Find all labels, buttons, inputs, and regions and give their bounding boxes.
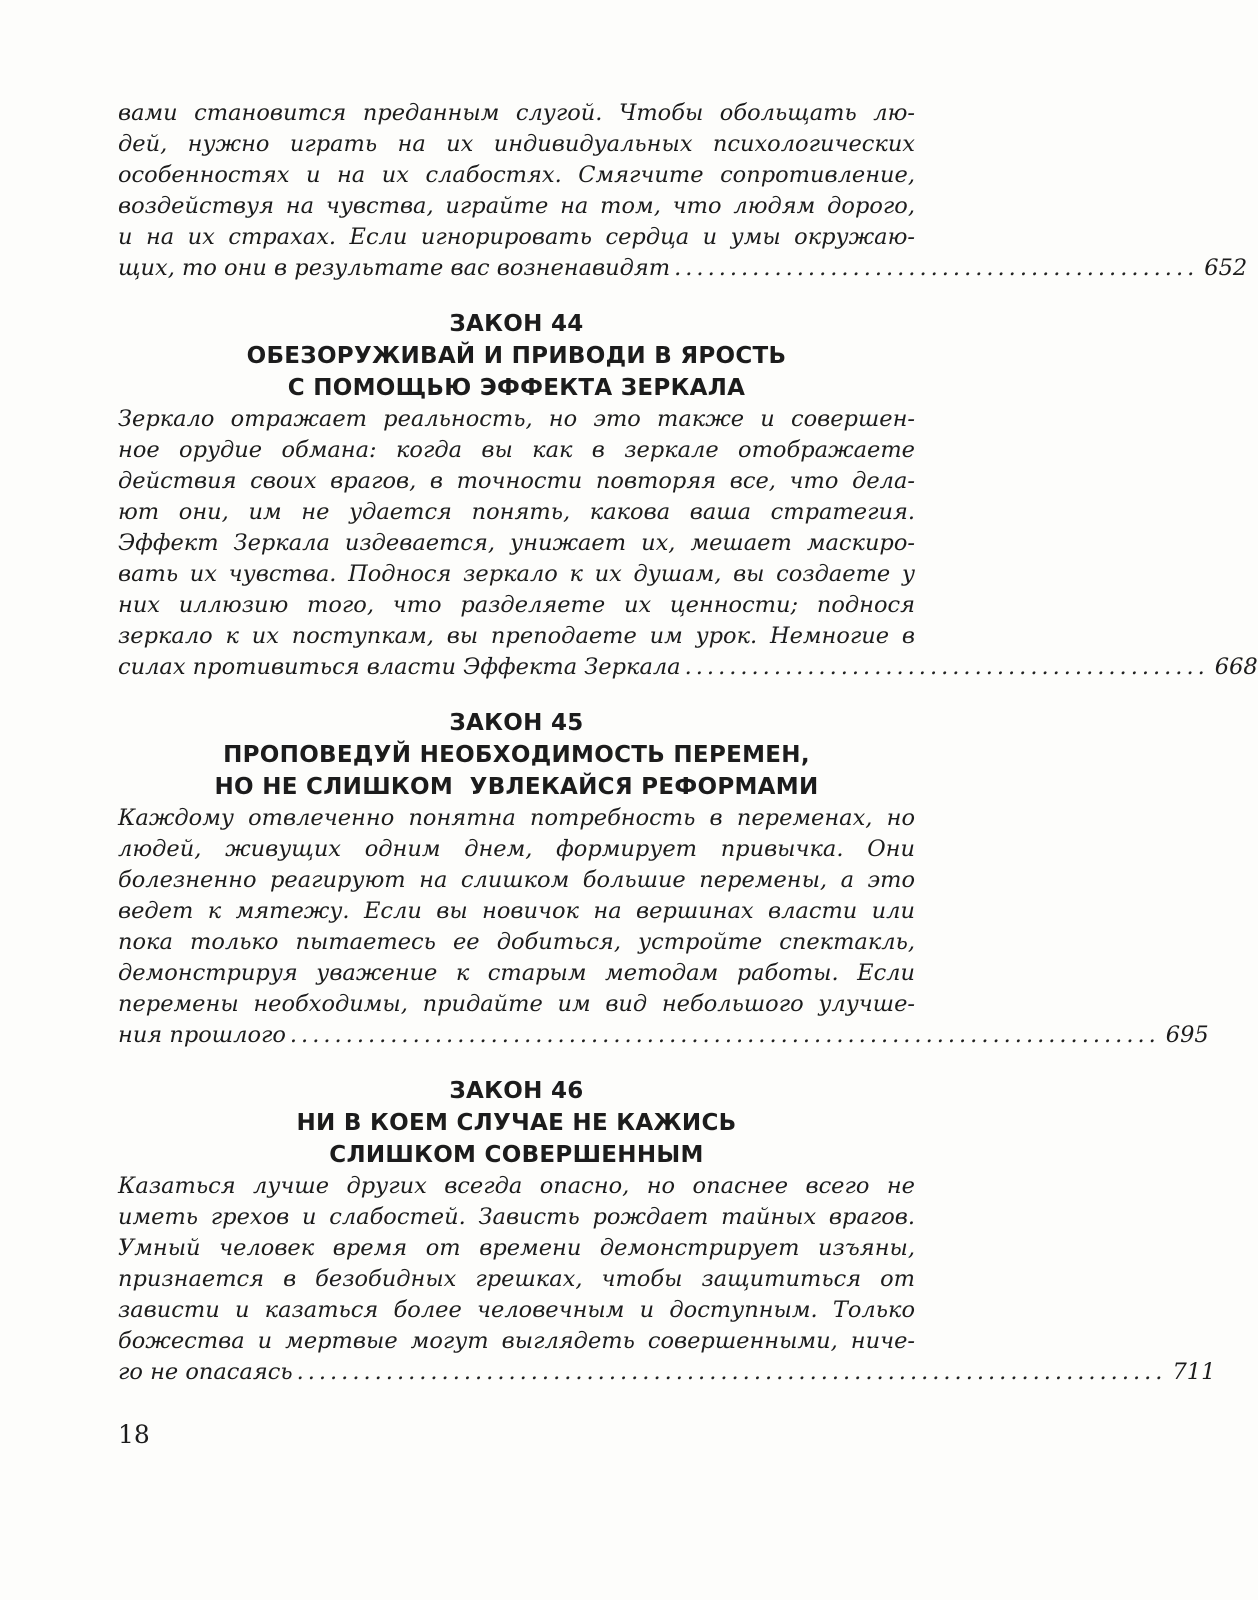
text-line: особенностях и на их слабостях. Смягчите сопротивление,	[118, 162, 915, 188]
dot-leader: ...............................................	[674, 255, 1199, 281]
text-line: ют они, им не удается понять, какова ваша стратегия.	[118, 499, 915, 525]
dot-leader: ...............................................	[684, 654, 1209, 680]
law-number: ЗАКОН 45	[449, 710, 584, 736]
law-heading	[118, 1075, 915, 1171]
law-number: ЗАКОН 44	[449, 311, 584, 337]
law-title-line: СЛИШКОМ СОВЕРШЕННЫМ	[329, 1142, 704, 1168]
text-line: зеркало к их поступкам, вы преподаете им урок. Немногие в	[118, 623, 915, 649]
text-line: Казаться лучше других всегда опасно, но опаснее всего не	[118, 1173, 915, 1199]
law-heading	[118, 308, 915, 404]
toc-entry-line	[118, 253, 1248, 284]
dot-leader: ..............................................................................	[296, 1359, 1167, 1385]
text-line: людей, живущих одним днем, формирует привычка. Они	[118, 836, 915, 862]
toc-page-ref: 652	[1204, 255, 1248, 281]
text-line: ведет к мятежу. Если вы новичок на вершинах власти или	[118, 898, 915, 924]
text-line: го не опасаясь	[118, 1359, 293, 1385]
toc-page-ref: 668	[1214, 654, 1258, 680]
law-title-line: НИ В КОЕМ СЛУЧАЕ НЕ КАЖИСЬ	[296, 1110, 737, 1136]
text-line: дей, нужно играть на их индивидуальных психологических	[118, 131, 915, 157]
text-line: и на их страхах. Если игнорировать сердца и умы окружаю-	[118, 224, 915, 250]
text-line: вать их чувства. Поднося зеркало к их душам, вы создаете у	[118, 561, 915, 587]
text-line: зависти и казаться более человечным и доступным. Только	[118, 1297, 915, 1323]
book-page	[118, 98, 1258, 1388]
text-line: ное орудие обмана: когда вы как в зеркале отображаете	[118, 437, 915, 463]
text-line: божества и мертвые могут выглядеть совершенными, ниче-	[118, 1328, 915, 1354]
text-line: перемены необходимы, придайте им вид небольшого улучше-	[118, 991, 915, 1017]
text-line: вами становится преданным слугой. Чтобы обольщать лю-	[118, 100, 915, 126]
law-46-section	[118, 1075, 1216, 1388]
toc-page-ref: 695	[1165, 1022, 1209, 1048]
text-line: Каждому отвлеченно понятна потребность в переменах, но	[118, 805, 915, 831]
law-summary	[118, 404, 1258, 683]
text-line: действия своих врагов, в точности повторяя все, что дела-	[118, 468, 915, 494]
text-line: Зеркало отражает реальность, но это также и совершен-	[118, 406, 915, 432]
law-number: ЗАКОН 46	[449, 1078, 584, 1104]
text-line: болезненно реагируют на слишком большие перемены, а это	[118, 867, 915, 893]
text-line: воздействуя на чувства, играйте на том, что людям дорого,	[118, 193, 915, 219]
text-line: них иллюзию того, что разделяете их ценности; поднося	[118, 592, 915, 618]
toc-entry-line	[118, 1020, 1209, 1051]
toc-entry-line	[118, 652, 1258, 683]
law-title-line: НО НЕ СЛИШКОМ УВЛЕКАЙСЯ РЕФОРМАМИ	[214, 774, 819, 800]
law-title-line: ОБЕЗОРУЖИВАЙ И ПРИВОДИ В ЯРОСТЬ	[246, 343, 787, 369]
text-line: ния прошлого	[118, 1022, 286, 1048]
dot-leader: ..............................................................................	[289, 1022, 1160, 1048]
law-summary	[118, 1171, 1216, 1388]
law-heading	[118, 707, 915, 803]
text-line: признается в безобидных грешках, чтобы защититься от	[118, 1266, 915, 1292]
page-number: 18	[118, 1420, 150, 1449]
text-line: силах противиться власти Эффекта Зеркала	[118, 654, 681, 680]
law-title-line: ПРОПОВЕДУЙ НЕОБХОДИМОСТЬ ПЕРЕМЕН,	[223, 742, 810, 768]
text-line: иметь грехов и слабостей. Зависть рождает тайных врагов.	[118, 1204, 915, 1230]
law-title-line: С ПОМОЩЬЮ ЭФФЕКТА ЗЕРКАЛА	[287, 375, 746, 401]
text-line: Эффект Зеркала издевается, унижает их, мешает маскиро-	[118, 530, 915, 556]
text-line: Умный человек время от времени демонстрирует изъяны,	[118, 1235, 915, 1261]
text-line: пока только пытаетесь ее добиться, устройте спектакль,	[118, 929, 915, 955]
toc-entry-line	[118, 1357, 1216, 1388]
law-summary	[118, 803, 1209, 1051]
intro-paragraph	[118, 98, 1248, 284]
law-45-section	[118, 707, 1209, 1051]
text-line: демонстрируя уважение к старым методам работы. Если	[118, 960, 915, 986]
text-line: щих, то они в результате вас возненавидят	[118, 255, 671, 281]
law-44-section	[118, 308, 1258, 683]
toc-page-ref: 711	[1172, 1359, 1216, 1385]
